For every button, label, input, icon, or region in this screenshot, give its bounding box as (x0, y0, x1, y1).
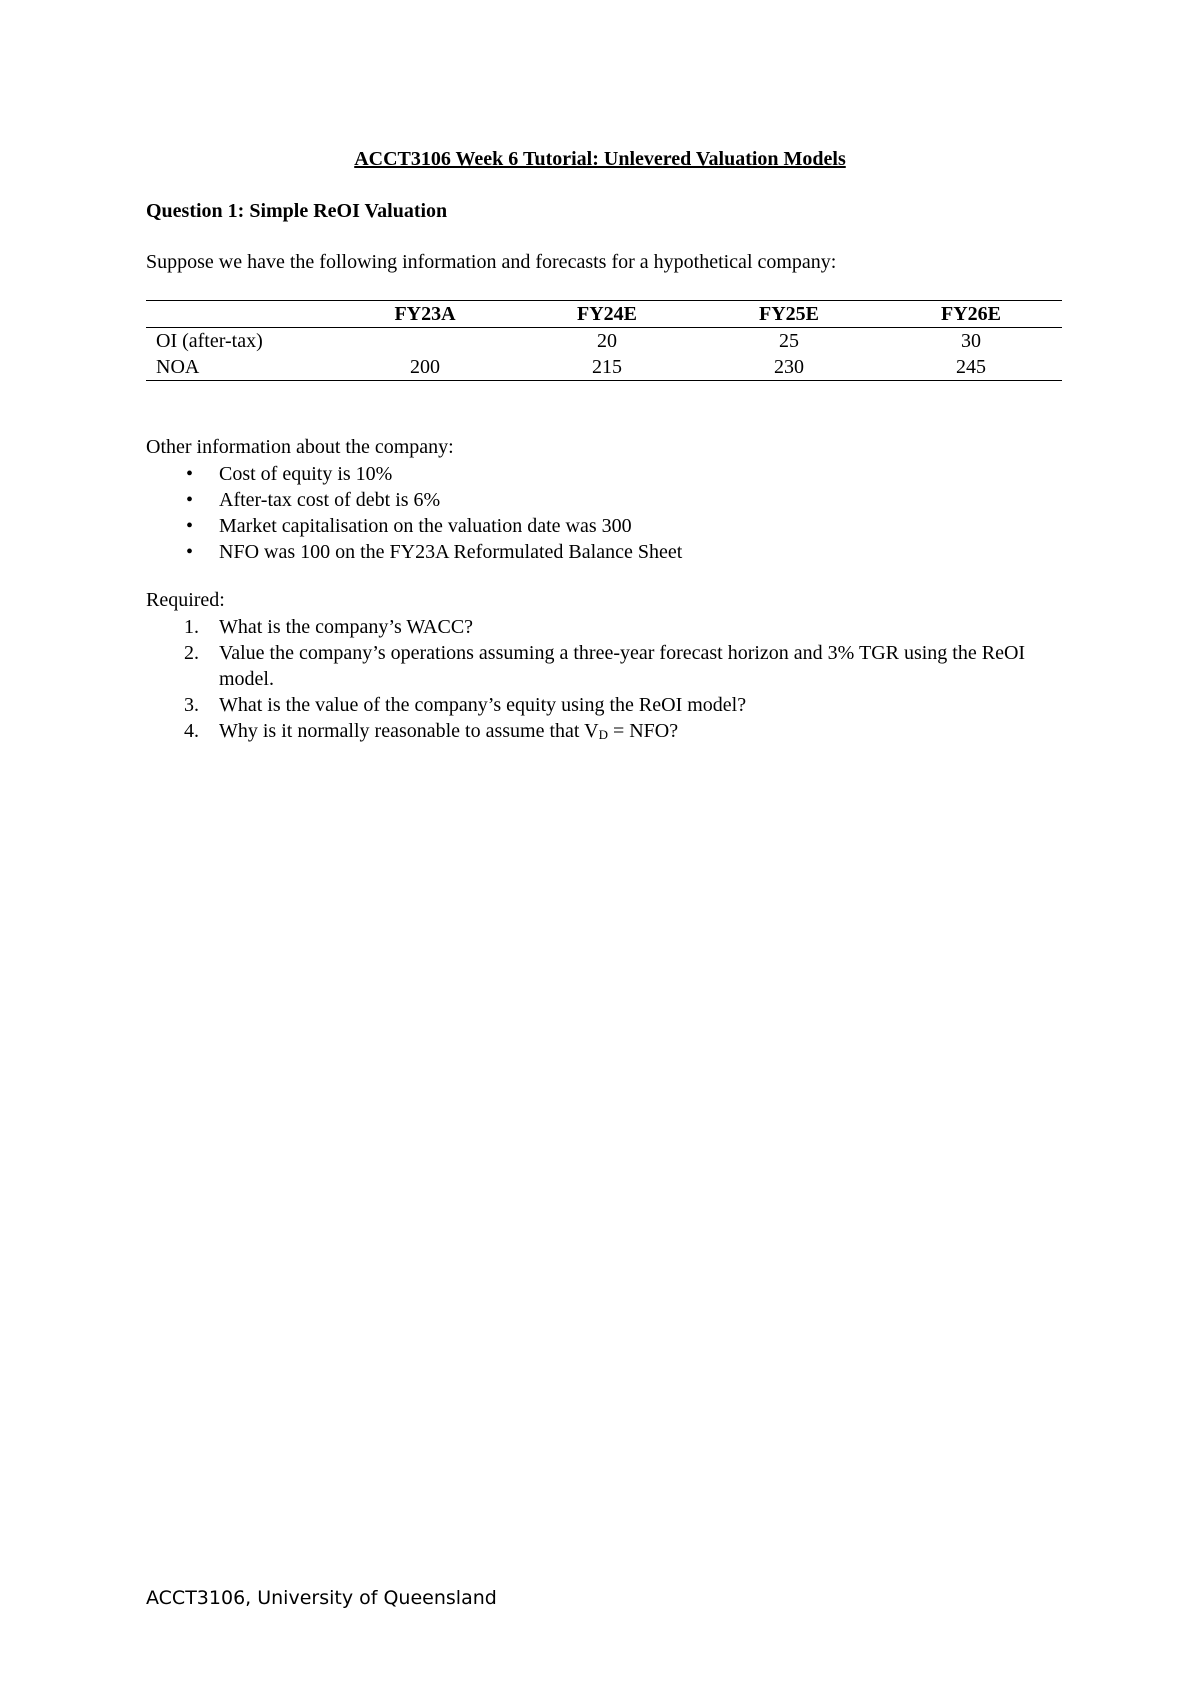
bullet-icon: • (186, 541, 194, 563)
other-info-heading: Other information about the company: (146, 436, 454, 458)
list-item-text: Cost of equity is 10% (219, 463, 393, 485)
list-item (146, 487, 682, 513)
item-number: 1. (184, 616, 199, 638)
forecast-table (146, 300, 1062, 381)
item-number: 4. (184, 720, 199, 742)
list-item-text: After-tax cost of debt is 6% (219, 489, 441, 511)
required-heading: Required: (146, 589, 225, 611)
list-item-text: What is the value of the company’s equity using the ReOI model? (219, 694, 747, 716)
text-segment: Why is it normally reasonable to assume that V (219, 720, 599, 742)
document-title: ACCT3106 Week 6 Tutorial: Unlevered Valuation Models (354, 148, 846, 170)
table-cell (334, 328, 516, 355)
item-number: 2. (184, 642, 199, 664)
table-header-cell: FY25E (698, 301, 880, 328)
text-segment: = NFO? (607, 720, 679, 742)
list-item-text: What is the company’s WACC? (219, 616, 474, 638)
table-cell: 25 (779, 330, 799, 352)
intro-paragraph: Suppose we have the following information and forecasts for a hypothetical company: (146, 251, 837, 273)
list-item-text: NFO was 100 on the FY23A Reformulated Balance Sheet (219, 541, 683, 563)
row-label: OI (after-tax) (156, 330, 263, 352)
list-item (146, 692, 1046, 718)
question-heading: Question 1: Simple ReOI Valuation (146, 200, 448, 222)
table-header-row (146, 301, 1062, 328)
subscript: D (598, 727, 608, 742)
list-item (146, 718, 1046, 748)
table-header-cell: FY26E (880, 301, 1062, 328)
list-item (146, 461, 682, 487)
page-footer: ACCT3106, University of Queensland (146, 1587, 497, 1609)
list-item-text (219, 720, 678, 742)
list-item (146, 539, 682, 565)
list-item-text: Value the company’s operations assuming a three-year forecast horizon and 3% TGR using the ReOI model. (219, 642, 1026, 690)
item-number: 3. (184, 694, 199, 716)
bullet-icon: • (186, 463, 194, 485)
bullet-icon: • (186, 489, 194, 511)
required-list (146, 614, 1046, 748)
list-item-text: Market capitalisation on the valuation date was 300 (219, 515, 632, 537)
table-cell: 245 (880, 354, 1062, 381)
list-item (146, 640, 1046, 692)
table-header-cell: FY24E (516, 301, 698, 328)
table-header-cell: FY23A (334, 301, 516, 328)
bullet-icon: • (186, 515, 194, 537)
table-cell: 30 (961, 330, 981, 352)
table-row (146, 328, 1062, 355)
other-info-list (146, 461, 682, 565)
table-row (146, 354, 1062, 381)
table-cell: 215 (516, 354, 698, 381)
table-cell: 20 (597, 330, 617, 352)
row-label: NOA (146, 354, 334, 381)
list-item (146, 614, 1046, 640)
table-header-cell (146, 301, 334, 328)
table-cell: 230 (698, 354, 880, 381)
list-item (146, 513, 682, 539)
table-cell: 200 (334, 354, 516, 381)
